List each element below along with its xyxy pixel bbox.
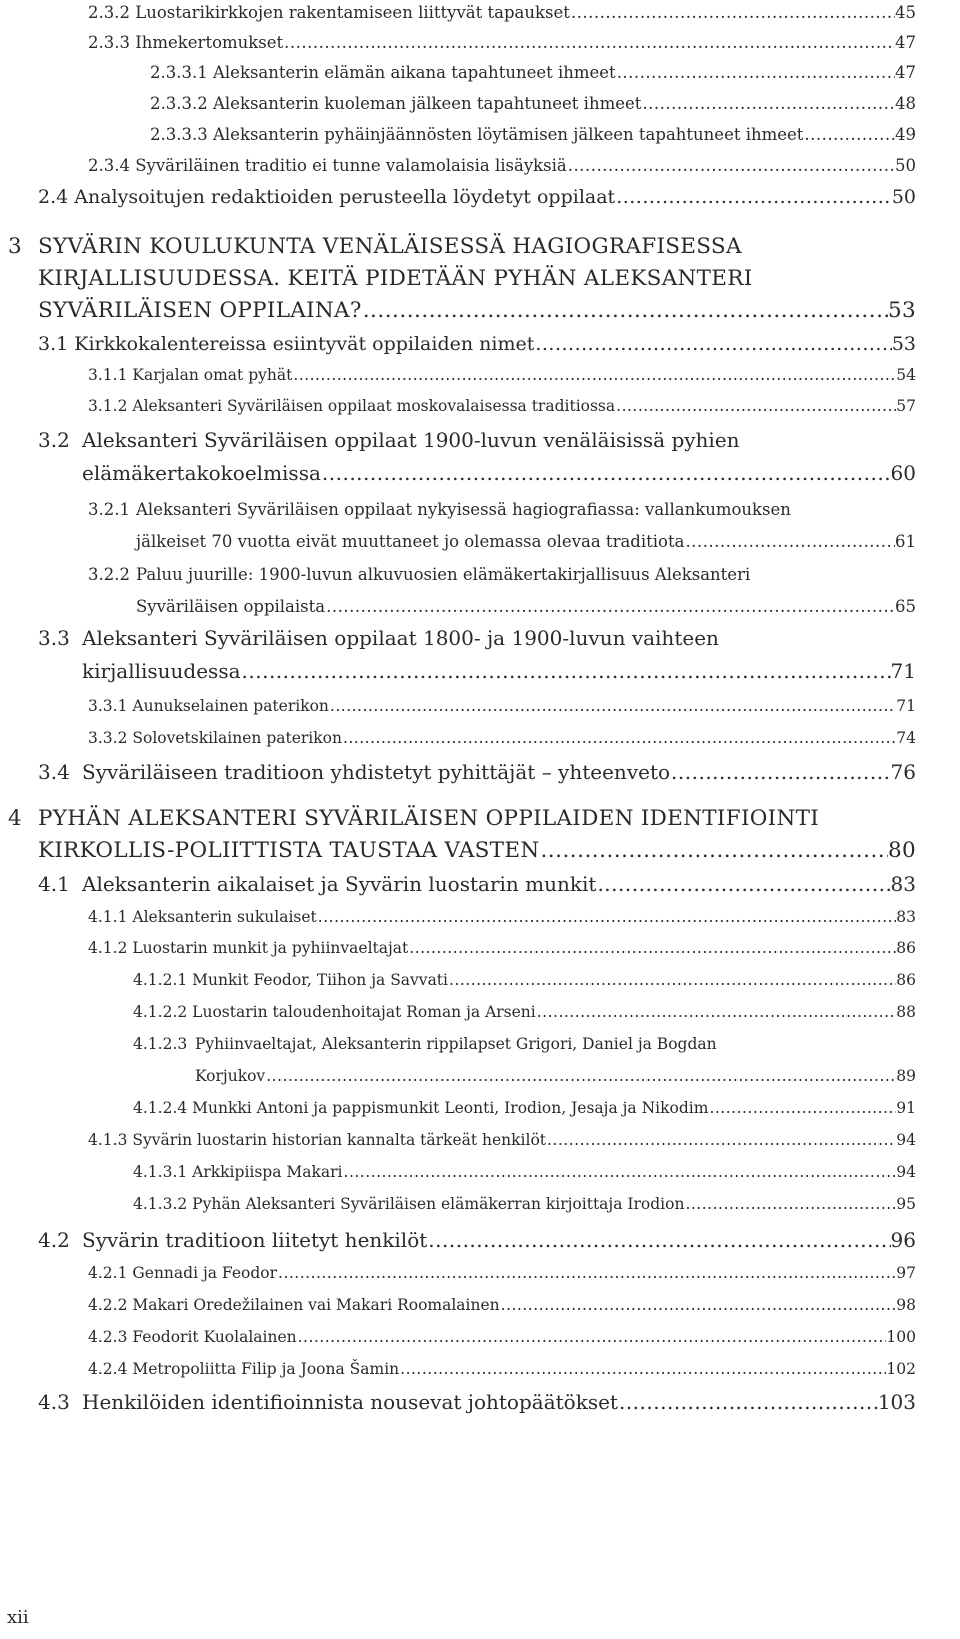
toc-entry-number: 2.3.3.2 xyxy=(150,94,208,113)
toc-entry-number: 4.1.2.4 xyxy=(133,1099,188,1117)
toc-entry-page: 50 xyxy=(895,156,916,175)
toc-entry-title: Syväriläiseen traditioon yhdistetyt pyhittäjät – yhteenveto xyxy=(82,760,671,784)
toc-entry-page: 102 xyxy=(886,1360,916,1378)
toc-entry-number: 3 xyxy=(8,234,22,259)
toc-entry-number: 4.3 xyxy=(38,1390,70,1414)
page-number: xii xyxy=(7,1607,29,1628)
toc-entry-page: 61 xyxy=(895,532,916,551)
toc-entry-page: 45 xyxy=(895,3,916,22)
toc-entry-title: Luostarin munkit ja pyhiinvaeltajat xyxy=(132,939,409,957)
toc-entry-number: 2.3.3.3 xyxy=(150,125,208,144)
toc-entry-page: 97 xyxy=(896,1264,916,1282)
leader-dots xyxy=(708,1099,896,1117)
toc-entry-line[interactable] xyxy=(82,659,916,683)
toc-entry-number: 4.1.2.1 xyxy=(133,971,188,989)
toc-entry-page: 94 xyxy=(896,1131,916,1149)
toc-entry-title: SYVÄRILÄISEN OPPILAINA? xyxy=(38,298,362,323)
toc-entry-number: 2.3.3.1 xyxy=(150,63,208,82)
toc-entry-number: 3.3.1 xyxy=(88,697,128,715)
toc-chapter-line[interactable] xyxy=(8,806,916,831)
toc-entry-title: Solovetskilainen paterikon xyxy=(132,729,342,747)
toc-entry-title: Pyhiinvaeltajat, Aleksanterin rippilapset Grigori, Daniel ja Bogdan xyxy=(195,1035,717,1053)
toc-entry-title: Aleksanterin aikalaiset ja Syvärin luostarin munkit xyxy=(82,872,597,896)
toc-entry-number: 3.1.2 xyxy=(88,397,128,415)
toc-entry-title: Aleksanteri Syväriläisen oppilaat 1900-luvun venäläisissä pyhien xyxy=(82,428,740,452)
toc-chapter-line[interactable] xyxy=(8,234,916,259)
toc-entry[interactable] xyxy=(133,1003,916,1021)
toc-entry-title: Ihmekertomukset xyxy=(135,33,284,52)
toc-entry-title: Gennadi ja Feodor xyxy=(132,1264,278,1282)
leader-dots xyxy=(570,3,895,22)
toc-entry-number: 3.2.2 xyxy=(88,565,130,584)
leader-dots xyxy=(321,461,891,485)
leader-dots xyxy=(325,597,895,616)
leader-dots xyxy=(343,1163,897,1181)
toc-entry-number: 4.1.3 xyxy=(88,1131,128,1149)
toc-entry-page: 53 xyxy=(891,333,916,355)
toc-entry-title: Henkilöiden identifioinnista nousevat johtopäätökset xyxy=(82,1390,618,1414)
toc-entry[interactable] xyxy=(38,333,916,355)
toc-entry-title: Aleksanteri Syväriläisen oppilaat 1800- ja 1900-luvun vaihteen xyxy=(82,626,719,650)
toc-entry-page: 47 xyxy=(895,63,916,82)
toc-entry-page: 95 xyxy=(896,1195,916,1213)
toc-entry-title: Luostarikirkkojen rakentamiseen liittyvät tapaukset xyxy=(135,3,570,22)
toc-entry-number: 4.2.1 xyxy=(88,1264,128,1282)
leader-dots xyxy=(670,760,891,784)
toc-entry[interactable] xyxy=(88,33,916,52)
toc-entry-title: Korjukov xyxy=(195,1067,266,1085)
toc-entry[interactable] xyxy=(133,1195,916,1213)
toc-entry-page: 80 xyxy=(888,838,916,863)
toc-entry-title: PYHÄN ALEKSANTERI SYVÄRILÄISEN OPPILAIDEN IDENTIFIOINTI xyxy=(38,806,819,831)
toc-entry-title: Paluu juurille: 1900-luvun alkuvuosien elämäkertakirjallisuus Aleksanteri xyxy=(136,565,751,584)
toc-entry[interactable] xyxy=(133,971,916,989)
toc-entry[interactable] xyxy=(88,1296,916,1314)
toc-entry-title: Syväriläisen oppilaista xyxy=(136,597,326,616)
toc-entry-page: 89 xyxy=(896,1067,916,1085)
leader-dots xyxy=(536,1003,897,1021)
leader-dots xyxy=(292,366,896,384)
toc-entry-title: Aleksanterin elämän aikana tapahtuneet ihmeet xyxy=(212,63,616,82)
toc-entry[interactable] xyxy=(88,939,916,957)
toc-entry[interactable] xyxy=(133,1099,916,1117)
toc-entry-number: 4.2.2 xyxy=(88,1296,128,1314)
toc-entry-title: Metropoliitta Filip ja Joona Šamin xyxy=(132,1360,400,1378)
leader-dots xyxy=(684,532,895,551)
leader-dots xyxy=(342,729,896,747)
toc-entry[interactable] xyxy=(150,94,916,113)
toc-entry-page: 57 xyxy=(896,397,916,415)
toc-entry[interactable] xyxy=(38,1228,916,1252)
toc-entry-page: 88 xyxy=(896,1003,916,1021)
toc-entry-line[interactable] xyxy=(38,626,916,650)
toc-entry-title: Syväriläinen traditio ei tunne valamolaisia lisäyksiä xyxy=(135,156,567,175)
leader-dots xyxy=(283,33,895,52)
leader-dots xyxy=(618,1390,878,1414)
leader-dots xyxy=(427,1228,890,1252)
toc-entry-title: Luostarin taloudenhoitajat Roman ja Arseni xyxy=(192,1003,536,1021)
toc-entry-line[interactable] xyxy=(136,597,916,616)
toc-entry[interactable] xyxy=(88,1328,916,1346)
toc-entry[interactable] xyxy=(38,872,916,896)
toc-entry-number: 3.3 xyxy=(38,626,70,650)
toc-entry[interactable] xyxy=(38,186,916,208)
toc-entry[interactable] xyxy=(38,760,916,784)
toc-entry[interactable] xyxy=(88,1131,916,1149)
toc-entry-title: KIRKOLLIS-POLIITTISTA TAUSTAA VASTEN xyxy=(38,838,540,863)
toc-entry-title: Syvärin luostarin historian kannalta tärkeät henkilöt xyxy=(132,1131,547,1149)
toc-entry-page: 98 xyxy=(896,1296,916,1314)
toc-entry-number: 4.1.2.3 xyxy=(133,1035,188,1053)
toc-entry-number: 3.3.2 xyxy=(88,729,128,747)
leader-dots xyxy=(362,298,888,323)
toc-entry-page: 86 xyxy=(896,939,916,957)
leader-dots xyxy=(265,1067,896,1085)
leader-dots xyxy=(317,908,896,926)
toc-entry-line[interactable] xyxy=(82,461,916,485)
toc-entry[interactable] xyxy=(88,397,916,415)
toc-entry-number: 3.4 xyxy=(38,760,70,784)
leader-dots xyxy=(534,333,891,355)
leader-dots xyxy=(500,1296,897,1314)
toc-entry-page: 86 xyxy=(896,971,916,989)
toc-entry-title: Karjalan omat pyhät xyxy=(132,366,293,384)
toc-entry-title: jälkeiset 70 vuotta eivät muuttaneet jo olemassa olevaa traditiota xyxy=(136,532,685,551)
toc-entry-number: 4.1.3.1 xyxy=(133,1163,188,1181)
toc-entry[interactable] xyxy=(150,125,916,144)
leader-dots xyxy=(399,1360,886,1378)
toc-entry-title: Arkkipiispa Makari xyxy=(192,1163,343,1181)
toc-entry-number: 3.2 xyxy=(38,428,70,452)
leader-dots xyxy=(641,94,895,113)
toc-chapter-line[interactable] xyxy=(38,266,916,291)
toc-entry-line[interactable] xyxy=(88,565,916,584)
leader-dots xyxy=(408,939,896,957)
toc-entry-page: 83 xyxy=(890,872,916,896)
toc-entry-page: 91 xyxy=(896,1099,916,1117)
toc-entry-title: Makari Oredežilainen vai Makari Roomalainen xyxy=(132,1296,500,1314)
toc-entry[interactable] xyxy=(150,63,916,82)
toc-entry-page: 47 xyxy=(895,33,916,52)
toc-chapter-line[interactable] xyxy=(38,298,916,323)
toc-entry-page: 53 xyxy=(888,298,916,323)
toc-entry[interactable] xyxy=(88,729,916,747)
toc-entry-title: Aleksanteri Syväriläisen oppilaat moskovalaisessa traditiossa xyxy=(132,397,616,415)
toc-entry-title: Munkki Antoni ja pappismunkit Leonti, Irodion, Jesaja ja Nikodim xyxy=(192,1099,709,1117)
toc-entry-number: 4.2.3 xyxy=(88,1328,128,1346)
leader-dots xyxy=(615,186,892,208)
toc-entry-title: kirjallisuudessa xyxy=(82,659,241,683)
toc-entry-number: 4.2.4 xyxy=(88,1360,128,1378)
toc-entry-title: Pyhän Aleksanteri Syväriläisen elämäkerran kirjoittaja Irodion xyxy=(192,1195,685,1213)
toc-entry[interactable] xyxy=(88,908,916,926)
toc-entry-number: 4.1.2 xyxy=(88,939,128,957)
toc-chapter-line[interactable] xyxy=(38,838,916,863)
toc-entry-number: 4.2 xyxy=(38,1228,70,1252)
toc-entry[interactable] xyxy=(88,156,916,175)
leader-dots xyxy=(616,63,895,82)
toc-entry-number: 2.3.2 xyxy=(88,3,130,22)
toc-entry-title: Aunukselainen paterikon xyxy=(132,697,329,715)
toc-entry-number: 4.1 xyxy=(38,872,70,896)
leader-dots xyxy=(277,1264,896,1282)
toc-entry-line[interactable] xyxy=(136,532,916,551)
leader-dots xyxy=(539,838,888,863)
leader-dots xyxy=(448,971,896,989)
toc-entry-number: 4.1.3.2 xyxy=(133,1195,188,1213)
leader-dots xyxy=(596,872,890,896)
toc-entry[interactable] xyxy=(133,1163,916,1181)
toc-entry-title: elämäkertakokoelmissa xyxy=(82,461,321,485)
toc-entry-title: SYVÄRIN KOULUKUNTA VENÄLÄISESSÄ HAGIOGRAFISESSA xyxy=(38,234,742,259)
toc-entry-page: 71 xyxy=(890,659,916,683)
toc-entry-title: Aleksanteri Syväriläisen oppilaat nykyisessä hagiografiassa: vallankumouksen xyxy=(136,500,791,519)
leader-dots xyxy=(615,397,896,415)
toc-entry[interactable] xyxy=(88,366,916,384)
toc-entry-page: 100 xyxy=(886,1328,916,1346)
leader-dots xyxy=(546,1131,896,1149)
toc-entry[interactable] xyxy=(88,1264,916,1282)
toc-entry-number: 3.2.1 xyxy=(88,500,130,519)
toc-entry-title: Analysoitujen redaktioiden perusteella löydetyt oppilaat xyxy=(74,186,616,208)
toc-entry-page: 49 xyxy=(895,125,916,144)
toc-entry-title: Feodorit Kuolalainen xyxy=(132,1328,297,1346)
leader-dots xyxy=(241,659,891,683)
leader-dots xyxy=(803,125,895,144)
toc-entry-title: KIRJALLISUUDESSA. KEITÄ PIDETÄÄN PYHÄN ALEKSANTERI xyxy=(38,266,753,291)
leader-dots xyxy=(567,156,895,175)
toc-entry-number: 2.3.3 xyxy=(88,33,130,52)
toc-entry-title: Syvärin traditioon liitetyt henkilöt xyxy=(82,1228,428,1252)
leader-dots xyxy=(329,697,896,715)
toc-entry-title: Aleksanterin kuoleman jälkeen tapahtuneet ihmeet xyxy=(212,94,642,113)
toc-entry-page: 94 xyxy=(896,1163,916,1181)
toc-entry-page: 65 xyxy=(895,597,916,616)
toc-entry-line[interactable] xyxy=(195,1067,916,1085)
toc-entry-page: 54 xyxy=(896,366,916,384)
toc-entry-number: 3.1.1 xyxy=(88,366,128,384)
toc-entry[interactable] xyxy=(88,3,916,22)
toc-entry-number: 4.1.2.2 xyxy=(133,1003,188,1021)
toc-entry-title: Aleksanterin pyhäinjäännösten löytämisen jälkeen tapahtuneet ihmeet xyxy=(212,125,804,144)
toc-entry-page: 48 xyxy=(895,94,916,113)
toc-entry[interactable] xyxy=(38,1390,916,1414)
toc-entry-line[interactable] xyxy=(88,500,916,519)
leader-dots xyxy=(684,1195,896,1213)
toc-entry-page: 60 xyxy=(890,461,916,485)
toc-entry-number: 2.4 xyxy=(38,186,69,208)
toc-entry-page: 76 xyxy=(890,760,916,784)
toc-entry-page: 74 xyxy=(896,729,916,747)
toc-entry-page: 50 xyxy=(891,186,916,208)
toc-entry[interactable] xyxy=(88,1360,916,1378)
toc-entry-page: 103 xyxy=(877,1390,916,1414)
toc-entry-page: 83 xyxy=(896,908,916,926)
toc-entry-number: 4.1.1 xyxy=(88,908,128,926)
toc-entry-page: 71 xyxy=(896,697,916,715)
toc-entry-line[interactable] xyxy=(38,428,916,452)
toc-entry-number: 4 xyxy=(8,806,22,831)
toc-entry-line[interactable] xyxy=(133,1035,916,1053)
toc-entry[interactable] xyxy=(88,697,916,715)
toc-entry-title: Aleksanterin sukulaiset xyxy=(132,908,317,926)
toc-entry-title: Munkit Feodor, Tiihon ja Savvati xyxy=(192,971,448,989)
toc-entry-number: 2.3.4 xyxy=(88,156,130,175)
toc-entry-page: 96 xyxy=(890,1228,916,1252)
toc-entry-number: 3.1 xyxy=(38,333,69,355)
toc-entry-title: Kirkkokalentereissa esiintyvät oppilaiden nimet xyxy=(74,333,535,355)
leader-dots xyxy=(297,1328,887,1346)
